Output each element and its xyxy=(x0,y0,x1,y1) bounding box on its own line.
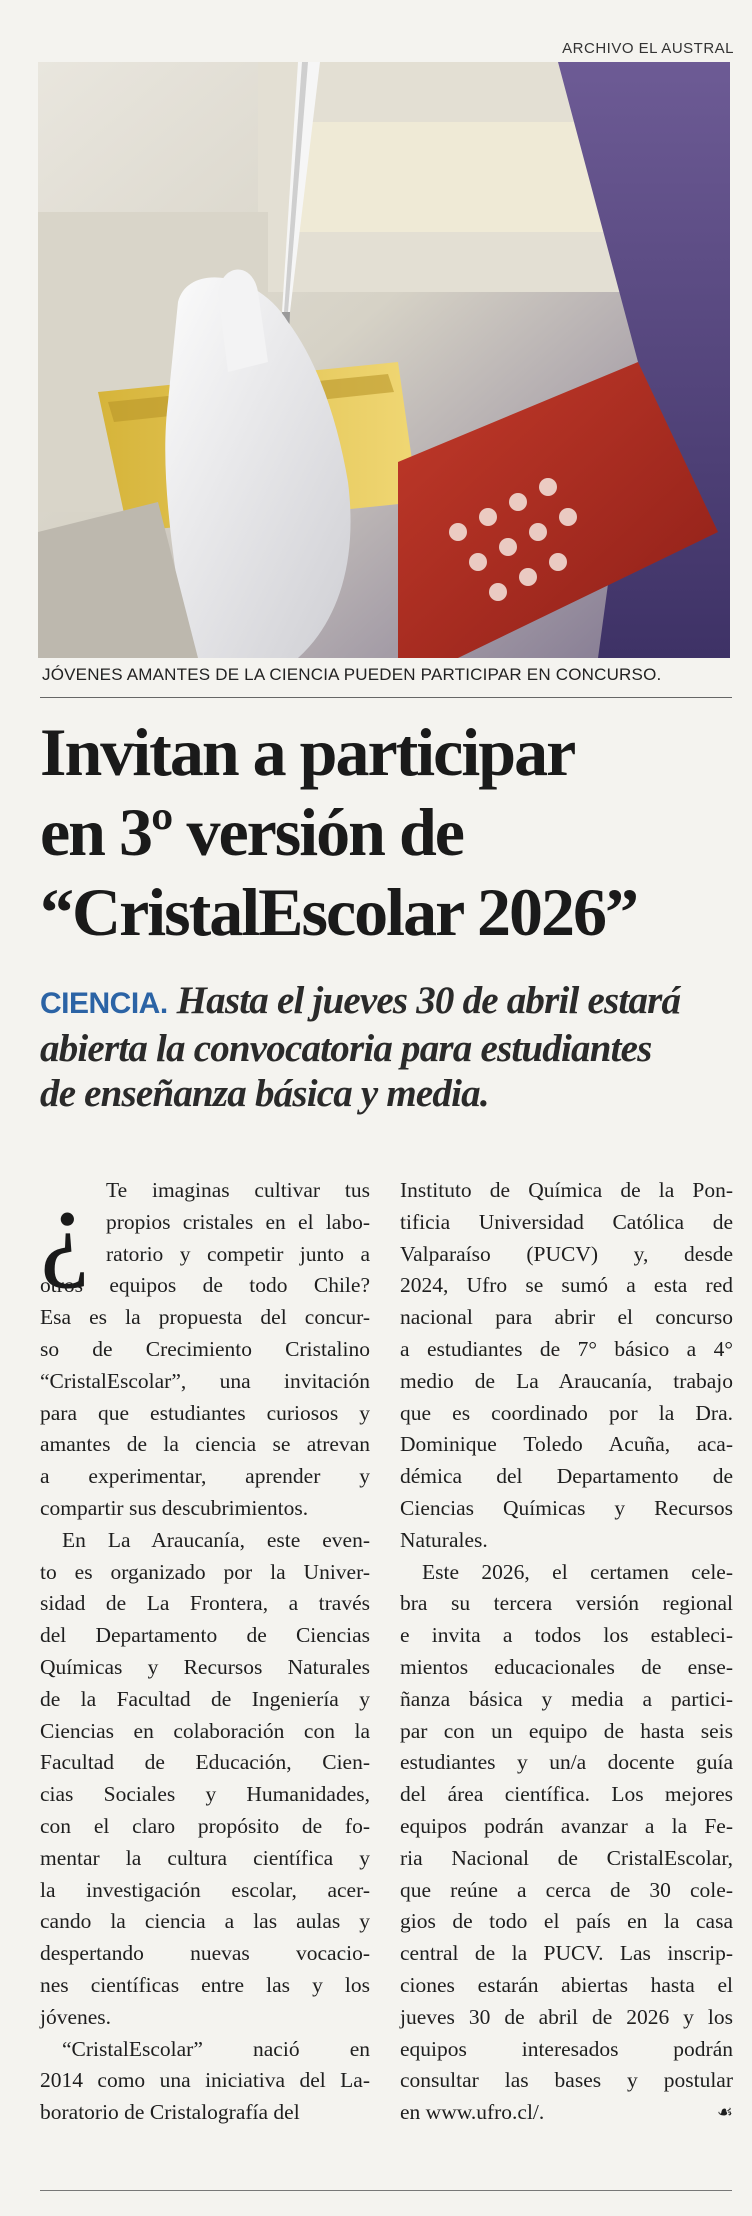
body-text-line: propios cristales en el labo- xyxy=(106,1209,370,1234)
body-text-line: jueves 30 de abril de 2026 y los xyxy=(400,2004,733,2029)
body-text-line: Dominique Toledo Acuña, aca- xyxy=(400,1432,733,1457)
body-text-line: estudiantes y un/a docente guía xyxy=(400,1750,733,1775)
body-text-line: 2014 como una iniciativa del La- xyxy=(40,2068,370,2093)
body-text-line: equipos podrán avanzar a la Fe- xyxy=(400,1813,733,1838)
body-text-line: to es organizado por la Univer- xyxy=(40,1559,370,1584)
body-text-line: del área científica. Los mejores xyxy=(400,1782,733,1807)
divider xyxy=(40,697,732,698)
body-text-line: sidad de La Frontera, a través xyxy=(40,1591,370,1616)
body-column-left xyxy=(40,1175,370,2129)
body-text-line: 2024, Ufro se sumó a esta red xyxy=(400,1273,733,1298)
body-text-line: central de la PUCV. Las inscrip- xyxy=(400,1941,733,1966)
body-text-line: Facultad de Educación, Cien- xyxy=(40,1750,370,1775)
section-tag: CIENCIA. xyxy=(40,987,168,1020)
body-text-line: del Departamento de Ciencias xyxy=(40,1623,370,1648)
body-text-line: “CristalEscolar” nació en xyxy=(62,2036,370,2061)
headline xyxy=(40,712,740,952)
body-text-line: medio de La Araucanía, trabajo xyxy=(400,1368,733,1393)
body-text-line: boratorio de Cristalografía del xyxy=(40,2100,300,2125)
divider xyxy=(40,2190,732,2191)
body-text-line: Esa es la propuesta del concur- xyxy=(40,1305,370,1330)
body-text-line: con el claro propósito de fo- xyxy=(40,1813,370,1838)
body-text-line: bra su tercera versión regional xyxy=(400,1591,733,1616)
body-text-line: despertando nuevas vocacio- xyxy=(40,1941,370,1966)
headline-line: “CristalEscolar 2026” xyxy=(40,874,638,950)
body-text-line: Te imaginas cultivar tus xyxy=(106,1178,370,1202)
body-text-line: Naturales. xyxy=(400,1527,488,1552)
body-text-line: Valparaíso (PUCV) y, desde xyxy=(400,1241,733,1266)
body-text-line: que reúne a cerca de 30 cole- xyxy=(400,1877,733,1902)
body-text-line: amantes de la ciencia se atrevan xyxy=(40,1432,370,1457)
body-text-line: Ciencias Químicas y Recursos xyxy=(400,1495,733,1520)
body-text-line: ratorio y competir junto a xyxy=(106,1241,370,1266)
body-text-line: e invita a todos los estableci- xyxy=(400,1623,733,1648)
body-text-line: ciones estarán abiertas hasta el xyxy=(400,1972,733,1997)
body-text-line: “CristalEscolar”, una invitación xyxy=(40,1368,370,1393)
body-text-line: tificia Universidad Católica de xyxy=(400,1209,733,1234)
body-text-line: la investigación escolar, acer- xyxy=(40,1877,370,1902)
body-text-line: cando la ciencia a las aulas y xyxy=(40,1909,370,1934)
body-text-line: compartir sus descubrimientos. xyxy=(40,1495,309,1520)
headline-line: en 3º versión de xyxy=(40,794,463,870)
body-text-line: Este 2026, el certamen cele- xyxy=(422,1559,733,1584)
deck-line: abierta la convocatoria para estudiantes xyxy=(40,1027,652,1070)
photo-credit: ARCHIVO EL AUSTRAL xyxy=(562,40,734,57)
body-text-line: a experimentar, aprender y xyxy=(40,1464,370,1489)
body-column-right xyxy=(400,1175,733,2129)
body-text-line: consultar las bases y postular xyxy=(400,2068,733,2093)
body-text-line: en www.ufro.cl/. ☙ xyxy=(400,2097,733,2129)
body-text-line: para que estudiantes curiosos y xyxy=(40,1400,370,1425)
deck-line: Hasta el jueves 30 de abril estará xyxy=(176,979,681,1022)
body-text-line: que es coordinado por la Dra. xyxy=(400,1400,733,1425)
body-text-line: de la Facultad de Ingeniería y xyxy=(40,1686,370,1711)
body-text-line: gios de todo el país en la casa xyxy=(400,1909,733,1934)
body-text-line: ñanza básica y media a partici- xyxy=(400,1686,733,1711)
body-text-line: a estudiantes de 7° básico a 4° xyxy=(400,1336,733,1361)
body-text-line: mientos educacionales de ense- xyxy=(400,1654,733,1679)
end-mark-icon: ☙ xyxy=(716,2102,733,2124)
body-text-line: Instituto de Química de la Pon- xyxy=(400,1178,733,1202)
deck xyxy=(40,978,740,1116)
body-text-line: cias Sociales y Humanidades, xyxy=(40,1782,370,1807)
body-text-line: ria Nacional de CristalEscolar, xyxy=(400,1845,733,1870)
photo-caption: JÓVENES AMANTES DE LA CIENCIA PUEDEN PARTICIPAR EN CONCURSO. xyxy=(42,665,662,684)
body-text-line: jóvenes. xyxy=(40,2004,112,2029)
body-text-line: nes científicas entre las y los xyxy=(40,1972,370,1997)
headline-line: Invitan a participar xyxy=(40,714,575,790)
body-text-line: En La Araucanía, este even- xyxy=(62,1527,370,1552)
article-photo xyxy=(38,62,730,658)
body-text-line: nacional para abrir el concurso xyxy=(400,1305,733,1330)
body-text-line: equipos interesados podrán xyxy=(400,2036,733,2061)
body-text-line: Ciencias en colaboración con la xyxy=(40,1718,370,1743)
body-text-line: par con un equipo de hasta seis xyxy=(400,1718,733,1743)
body-text-line: démica del Departamento de xyxy=(400,1464,733,1489)
body-text-line: so de Crecimiento Cristalino xyxy=(40,1336,370,1361)
deck-line: de enseñanza básica y media. xyxy=(40,1072,489,1115)
body-text-line: otros equipos de todo Chile? xyxy=(40,1273,370,1298)
drop-cap: ¿ xyxy=(40,1166,90,1290)
body-text-line: mentar la cultura científica y xyxy=(40,1845,370,1870)
body-text-line: Químicas y Recursos Naturales xyxy=(40,1654,370,1679)
lab-pipette-photo xyxy=(38,62,730,658)
